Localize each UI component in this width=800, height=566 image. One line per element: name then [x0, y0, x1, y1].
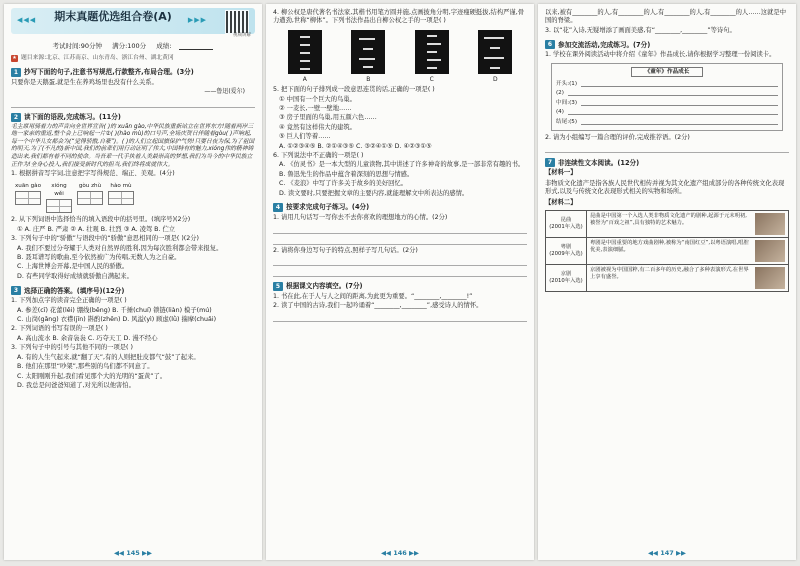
- table-row: 京剧 (2010年入选) 京剧被视为中国国粹,有二百多年的历史,融合了多种表演形式,在世界上享有盛誉。: [546, 264, 788, 291]
- option: D. 我总是问爸爸知道了,对光所以他害怕。: [17, 381, 135, 389]
- diagram-row[interactable]: 中间:(3): [556, 99, 778, 107]
- page-right: [538, 4, 796, 560]
- s3-q1: 1. 下列加点字的读音完全正确的一项是( ): [11, 297, 127, 305]
- opera-photo: [755, 213, 785, 235]
- page-number: ◀◀ 146 ▶▶: [380, 549, 420, 557]
- option: B. 聂耳谱写的歌曲,至今依然被广为传唱,无数人为之自豪。: [17, 254, 181, 262]
- opera-photo: [755, 267, 785, 289]
- pinyin-grid: [15, 182, 255, 214]
- option: B. 鲁迅先生的作品中蕴含着深刻的思想与情感。: [279, 170, 414, 178]
- page-middle: [266, 4, 534, 560]
- source-icon: ★: [12, 55, 17, 62]
- calligraphy-option[interactable]: C: [415, 30, 449, 84]
- answer-line[interactable]: [545, 144, 789, 153]
- s6-q2: 2. 请为小组编写一篇合理的评价,完成推荐语。(2分): [545, 134, 690, 142]
- continued-text: 以来,被有________的人,有________的人,有________的人,有________的人……这就是中国的脊梁。: [545, 9, 786, 25]
- q6-stem: 6. 下列说法中不正确的一项是( ): [273, 152, 364, 160]
- answer-line[interactable]: [273, 257, 527, 266]
- calligraphy-image: [351, 30, 385, 74]
- s6-intro: 1. 学校在课外阅读活动中将介绍《童年》作品成长,请你根据学习整理一份阅读卡。: [545, 51, 776, 59]
- answer-line[interactable]: [273, 268, 527, 277]
- exam-meta: [11, 42, 255, 50]
- diagram-row[interactable]: (4): [556, 108, 778, 116]
- calligraphy-image: [415, 30, 449, 74]
- diagram-title: 《童年》作品成长: [631, 67, 703, 77]
- diagram-row[interactable]: 结尾:(5): [556, 118, 778, 126]
- quote-author: ——鲁迅(爱尔): [204, 88, 245, 96]
- list-item: ① 中国有一个巨大的鸟巢。: [279, 95, 356, 103]
- section-7-header: 7 非连续性文本阅读。(12分): [545, 158, 789, 167]
- calligraphy-image: [478, 30, 512, 74]
- section-2-header: 2 读下面的语段,完成练习。(11分): [11, 113, 255, 122]
- s2-q2: 2. 从下列词语中选择恰当的填入语段中的括号里。(填序号)(2分): [11, 216, 191, 224]
- option: C. 《麦浪》中写了许多关于故乡的美好回忆。: [279, 180, 408, 188]
- qr-caption: 视频讲解: [233, 33, 251, 38]
- title-banner: [11, 8, 255, 38]
- list-item: ⑤ 巨人们等着……: [279, 133, 331, 141]
- option: C. 上海世博会开幕,是中国人民的骄傲。: [17, 263, 129, 271]
- option: C. 太阳刚刚升起,我们看见那个大的光明的“蛋黄”了。: [17, 372, 167, 380]
- exam-result: 成绩:: [156, 42, 172, 50]
- copy-quote: 只要你是天鹅蛋,就是生在养鸡场里也没有什么关系。: [11, 78, 158, 86]
- s5-q1: 1. 书在此,在于人与人之间的距离,为此更为重要。“________,________!”: [273, 292, 473, 300]
- option: D. 读文要时,只要把握文章的主要内容,就能理解文中所表达的感情。: [279, 189, 469, 197]
- page-number: ◀◀ 145 ▶▶: [113, 549, 153, 557]
- s3-q2: 2. 下列词语的书写有误的一项是( ): [11, 325, 108, 333]
- s2-q3: 3. 下列句子中的“骄傲”与语段中的“骄傲”意思相同的一项是( )(2分): [11, 235, 200, 243]
- table-row: 粤剧 (2009年入选) 粤剧是中国重要的地方戏曲剧种,被称为“南国红豆”,以粤语演唱,唱腔优美,表演细腻。: [546, 237, 788, 264]
- calligraphy-option[interactable]: A: [288, 30, 322, 84]
- result-blank[interactable]: [179, 42, 213, 50]
- pinyin-cell[interactable]: xióng wěi: [46, 182, 72, 214]
- section-6-header: 6 参加交流活动,完成练习。(7分): [545, 40, 789, 49]
- option: D. 有些同学取得好成绩就骄傲自满起来。: [17, 272, 133, 280]
- calligraphy-options: [273, 30, 527, 84]
- pinyin-cell[interactable]: gòu zhù: [77, 182, 103, 214]
- material-1-text: 非物质文化遗产是指各族人民世代相传并视为其文化遗产组成部分的各种传统文化表现形式,以及与传统文化表现形式相关的实物和场所。: [545, 179, 785, 196]
- reading-card-diagram: [551, 63, 783, 131]
- option: B. 他们在那里“吵架”,那些别的鸟们都不同意了。: [17, 363, 154, 371]
- answer-line[interactable]: [273, 236, 527, 245]
- s2-q1: 1. 根据拼音写字词,注意把字写得规范、端正、美观。(4分): [11, 170, 175, 178]
- qr-code-icon[interactable]: [225, 10, 249, 34]
- s2-q2-options: ① A. 庄严 B. 严肃 ② A. 壮观 B. 壮烈 ③ A. 凌驾 B. 伫立: [17, 225, 176, 233]
- table-row: 昆曲 (2001年入选) 昆曲是中国第一个入选人类非物质文化遗产的剧种,起源于元末明初,被誉为“百戏之祖”,具有独特的艺术魅力。: [546, 211, 788, 237]
- pinyin-cell[interactable]: xuān gào: [15, 182, 41, 214]
- option: A. 参差(cī) 花蕾(lěi) 绷线(bēng) B. 千捶(chuí) 锁链(liàn) 模子(mú): [17, 306, 212, 314]
- page-left: [4, 4, 262, 560]
- regions-note: ★ 题目来源:北京、江苏南京、山东青岛、浙江台州、湖北黄冈: [12, 55, 174, 62]
- list-item: ④ 竟然有这样伟大的建筑。: [279, 123, 356, 131]
- q5-options: A. ①②③④⑤ B. ②①④③⑤ C. ③②④①⑤ D. ④②③①⑤: [279, 142, 432, 150]
- page-title: 期末真题优选组合卷(A): [54, 10, 172, 23]
- pinyin-cell[interactable]: hào mù: [108, 182, 134, 214]
- s5-q2: 2. 读了中国的古诗,我们一起吟诵着“________,________”,感受诗人的情怀。: [273, 302, 483, 310]
- exam-time: 考试时间:90分钟: [52, 42, 102, 50]
- section-3-header: 3 选择正确的答案。(填序号)(12分): [11, 286, 255, 295]
- answer-line[interactable]: [273, 313, 527, 322]
- list-item: ② 一麦长,一壁一壁地……: [279, 105, 352, 113]
- right-arrows-icon: ▶▶▶: [187, 16, 207, 24]
- opera-photo: [755, 240, 785, 262]
- section-4-header: 4 按要求完成句子练习。(4分): [273, 203, 527, 212]
- calligraphy-option[interactable]: D: [478, 30, 512, 84]
- option: A. 高山流水 B. 余音袅袅 C. 巧夺天工 D. 漫不经心: [17, 334, 158, 342]
- s4-q2: 2. 请将你身边写句子的特点,照样子写几句话。(2分): [273, 246, 418, 254]
- diagram-row[interactable]: 开头:(1): [556, 80, 778, 88]
- material-1-label: 【材料一】: [545, 169, 577, 177]
- s4-q1: 1. 请用几句话写一写你去不去你喜欢的理想地方的心情。(2分): [273, 214, 448, 222]
- exam-score: 满分:100分: [112, 42, 147, 50]
- p3-q3: 3. 以“花”入诗,无疑增添了画面美感,有“________,________”等诗句。: [545, 26, 736, 34]
- option: C. 山岗(gǎng) 衣襟(jīn) 斟酌(zhēn) D. 风溢(yì) 顾虑(lǜ) 揣摩(chuǎi): [17, 316, 217, 324]
- calligraphy-image: [288, 30, 322, 74]
- diagram-row[interactable]: (2): [556, 89, 778, 97]
- answer-line[interactable]: [273, 225, 527, 234]
- list-item: ③ 房子里面的鸟巢,用五颜六色……: [279, 114, 377, 122]
- s3-q3: 3. 下列句子中的引号与其他不同的一项是( ): [11, 344, 133, 352]
- writing-line[interactable]: [11, 99, 255, 108]
- reading-passage: 毛主席用骑着力的声音向全世界宣告( )的 xuān gào,中华民族重新站立在世界东方!随着两岸三地一家亲的重返,整个会上已响起一片②( )(hào mù)的口号声,全场庆贺日伴随着gòu( )声响起,每一个中华儿女都会为(“觉得骄傲,自豪”)。( )的人们立起国旗保护气势!只要日夜为保,为了祖国的明天,为了(不凡的)新中国,我们的前辈们用行动证明了伟大,中国特有的魅力,xióng伟的精神铸造出来,我们都有着不同的使命。当吾辈一代手执着人类最崇高的梦想,我们为当今的中华民族立正作为!全身心投入,我们接受新时代的担当,我们终将成就伟大。: [11, 123, 255, 168]
- page-number: ◀◀ 147 ▶▶: [647, 549, 687, 557]
- left-arrows-icon: ◀◀◀: [17, 16, 37, 24]
- q4-stem: 4. 柳公权是唐代著名书法家,其楷书用笔方圆并施,点画披角分明,字迹瘦硬挺拔,结构严谨,骨力遒劲,世称“柳体”。下列书法作品出自柳公权之手的一项是( ): [273, 9, 525, 25]
- section-1-header: 1 抄写下面的句子,注意书写规范,行款整齐,布局合理。(3分): [11, 68, 255, 77]
- option: A. 《仿灵书》是一本大型的儿童读物,其中讲述了许多神奇的故事,是一部非常有趣的书。: [279, 161, 525, 169]
- option: A. 有的人生气起来,就“翻了天”,有的人则把肚皮都气“鼓”了起来。: [17, 353, 200, 361]
- q5-stem: 5. 把下面的句子排列成一段意思连贯的话,正确的一项是( ): [273, 86, 435, 94]
- calligraphy-option[interactable]: B: [351, 30, 385, 84]
- option: A. 我们不要过分夸耀于人类对自然界的胜利,因为每次胜利都会带来报复。: [17, 244, 223, 252]
- material-2-label: 【材料二】: [545, 198, 577, 206]
- heritage-table: [545, 210, 789, 292]
- section-5-header: 5 根据课文内容填空。(7分): [273, 282, 527, 291]
